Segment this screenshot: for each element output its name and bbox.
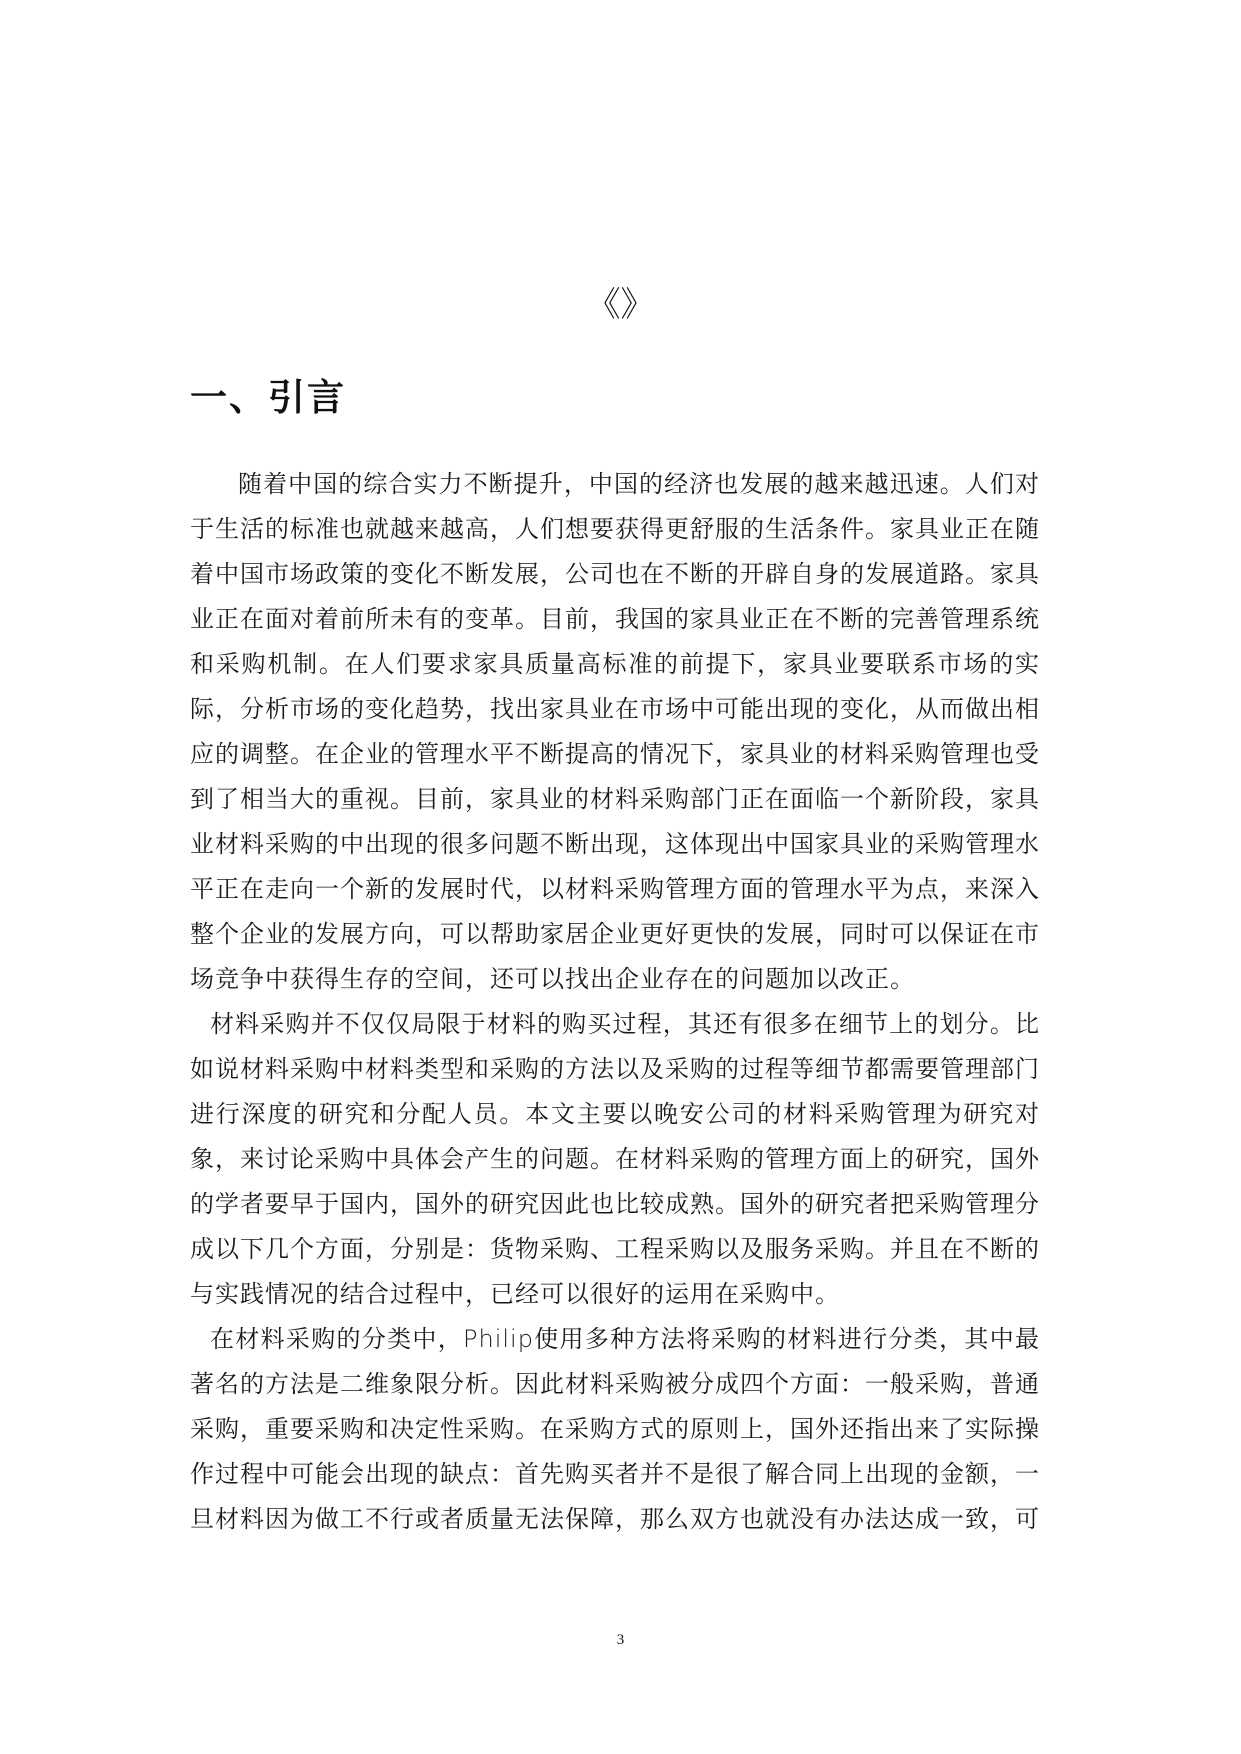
paragraph-1: 随着中国的综合实力不断提升，中国的经济也发展的越来越迅速。人们对于生活的标准也就越来越高，人们想要获得更舒服的生活条件。家具业正在随着中国市场政策的变化不断发展，公司也在不断的开辟自身的发展道路。家具业正在面对着前所未有的变革。目前，我国的家具业正在不断的完善管理系统和采购机制。在人们要求家具质量高标准的前提下，家具业要联系市场的实际，分析市场的变化趋势，找出家具业在市场中可能出现的变化，从而做出相应的调整。在企业的管理水平不断提高的情况下，家具业的材料采购管理也受到了相当大的重视。目前，家具业的材料采购部门正在面临一个新阶段，家具业材料采购的中出现的很多问题不断出现，这体现出中国家具业的采购管理水平正在走向一个新的发展时代，以材料采购管理方面的管理水平为点，来深入整个企业的发展方向，可以帮助家居企业更好更快的发展，同时可以保证在市场竞争中获得生存的空间，还可以找出企业存在的问题加以改正。 [190, 470, 1040, 993]
paragraph-2: 材料采购并不仅仅局限于材料的购买过程，其还有很多在细节上的划分。比如说材料采购中材料类型和采购的方法以及采购的过程等细节都需要管理部门进行深度的研究和分配人员。本文主要以晚安公司的材料采购管理为研究对象，来讨论采购中具体会产生的问题。在材料采购的管理方面上的研究，国外的学者要早于国内，国外的研究因此也比较成熟。国外的研究者把采购管理分成以下几个方面，分别是：货物采购、工程采购以及服务采购。并且在不断的与实践情况的结合过程中，已经可以很好的运用在采购中。 [190, 1010, 1040, 1308]
page-number: 3 [616, 1632, 625, 1648]
paragraph-3: 在材料采购的分类中，Philip使用多种方法将采购的材料进行分类，其中最著名的方法是二维象限分析。因此材料采购被分成四个方面：一般采购，普通采购，重要采购和决定性采购。在采购方式的原则上，国外还指出来了实际操作过程中可能会出现的缺点：首先购买者并不是很了解合同上出现的金额，一旦材料因为做工不行或者质量无法保障，那么双方也就没有办法达成一致，可 [190, 1325, 1040, 1533]
section-heading: 一、引言 [190, 376, 346, 419]
document-body [190, 462, 1040, 1542]
document-title: 《》 [586, 285, 655, 325]
